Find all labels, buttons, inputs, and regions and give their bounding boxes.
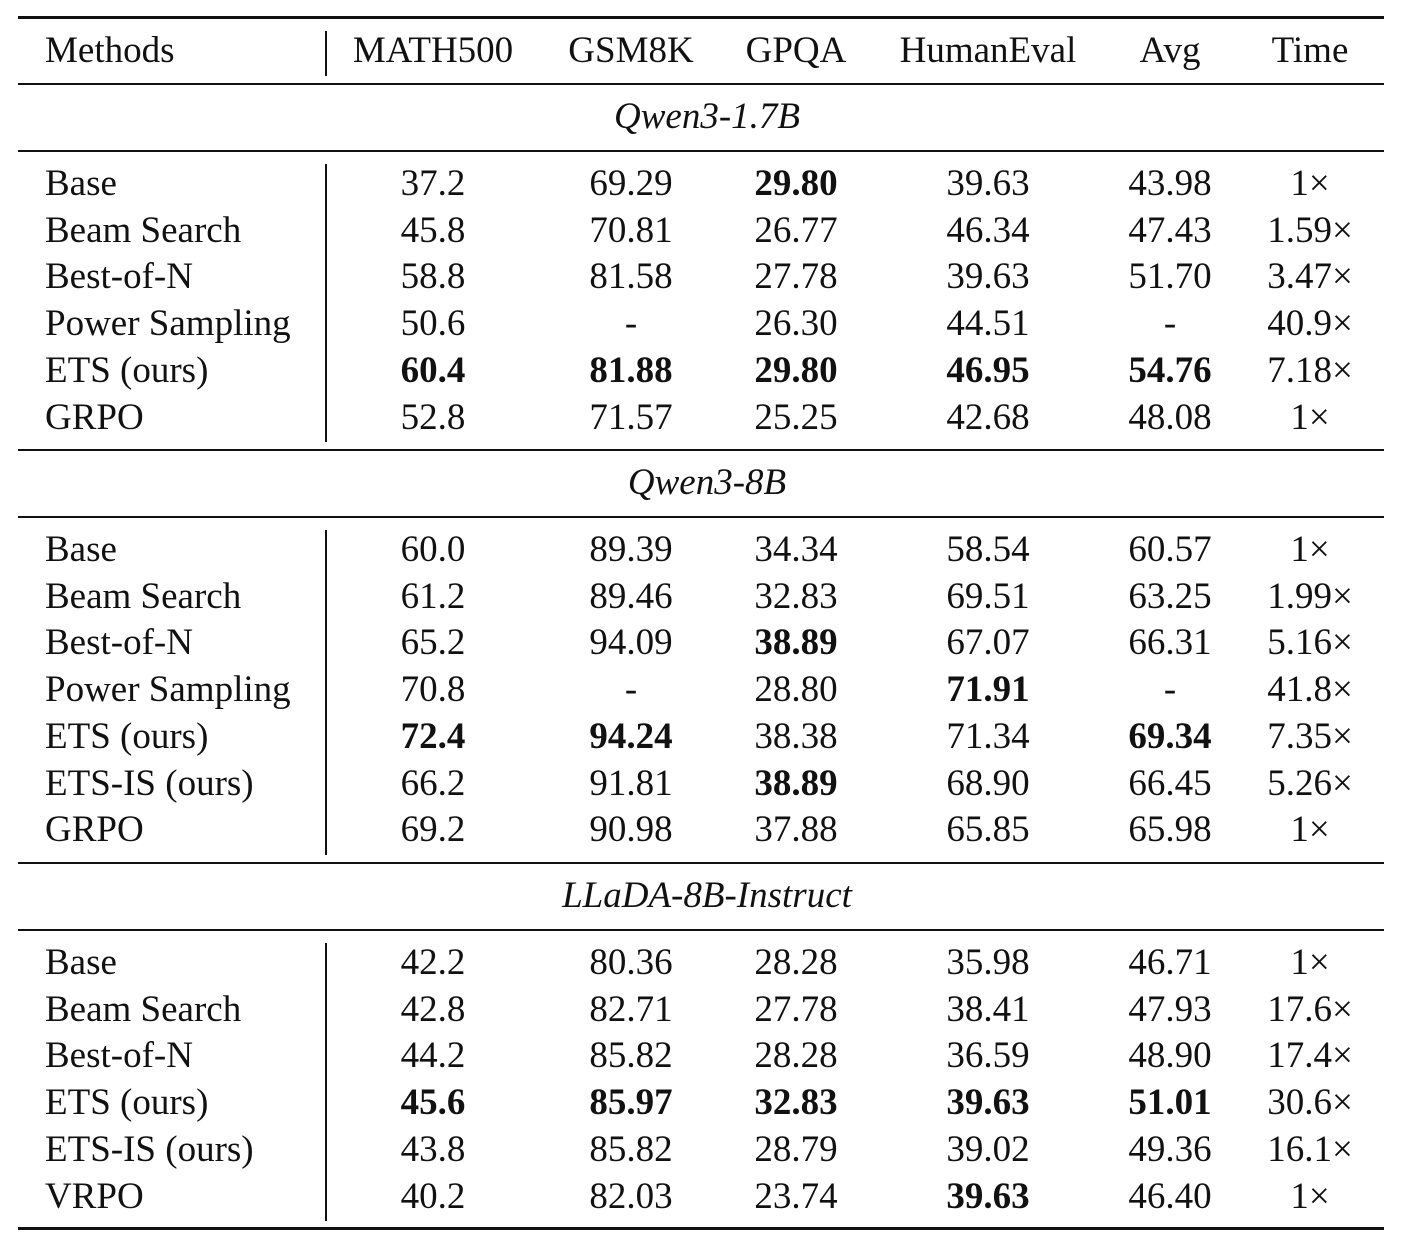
- table-cell: 42.2: [400, 942, 466, 983]
- table-cell: 66.2: [400, 762, 466, 804]
- table-cell: 23.74: [754, 1175, 838, 1217]
- method-name: ETS (ours): [45, 1082, 209, 1124]
- table-cell: 94.24: [589, 715, 673, 757]
- method-name: ETS-IS (ours): [45, 1128, 254, 1170]
- section-rule: [18, 150, 1384, 152]
- method-name: ETS (ours): [45, 715, 209, 757]
- table-cell: 1×: [1290, 163, 1330, 204]
- table-cell: 69.34: [1128, 715, 1212, 757]
- table-cell: 26.30: [754, 303, 838, 345]
- table-cell: 71.91: [946, 669, 1030, 711]
- table-cell: 69.51: [946, 575, 1030, 617]
- table-cell: 50.6: [400, 303, 466, 345]
- table-cell: 39.63: [946, 256, 1030, 298]
- table-cell: 1×: [1290, 942, 1330, 983]
- table-cell: 37.88: [754, 809, 838, 851]
- table-cell: -: [1163, 303, 1177, 345]
- method-name: Power Sampling: [45, 669, 291, 711]
- table-cell: 52.8: [400, 396, 466, 438]
- column-separator: [325, 31, 327, 76]
- method-name: Base: [45, 163, 117, 204]
- table-cell: 28.79: [754, 1128, 838, 1170]
- table-cell: -: [624, 669, 638, 711]
- table-cell: 82.71: [589, 988, 673, 1030]
- table-cell: 38.89: [754, 622, 838, 664]
- table-cell: 17.4×: [1267, 1035, 1353, 1077]
- table-cell: 46.40: [1128, 1175, 1212, 1217]
- table-cell: 82.03: [589, 1175, 673, 1217]
- table-cell: 1×: [1290, 809, 1330, 851]
- table-cell: 60.4: [400, 349, 466, 391]
- section-rule: [18, 929, 1384, 931]
- table-cell: 17.6×: [1267, 988, 1353, 1030]
- table-cell: 32.83: [754, 575, 838, 617]
- table-cell: 42.8: [400, 988, 466, 1030]
- header-rule: [18, 83, 1384, 85]
- table-cell: 28.28: [754, 942, 838, 983]
- table-cell: 5.26×: [1267, 762, 1353, 804]
- table-cell: 38.38: [754, 715, 838, 757]
- table-cell: 65.85: [946, 809, 1030, 851]
- table-cell: 39.63: [946, 1082, 1030, 1124]
- table-cell: 70.81: [589, 209, 673, 251]
- table-cell: 49.36: [1128, 1128, 1212, 1170]
- table-cell: 1×: [1290, 1175, 1330, 1217]
- table-cell: 66.45: [1128, 762, 1212, 804]
- table-cell: 1×: [1290, 396, 1330, 438]
- table-cell: 1.59×: [1267, 209, 1353, 251]
- method-name: Best-of-N: [45, 256, 193, 298]
- section-end-rule: [18, 862, 1384, 864]
- table-cell: 47.93: [1128, 988, 1212, 1030]
- table-cell: 60.0: [400, 529, 466, 570]
- table-cell: 65.2: [400, 622, 466, 664]
- method-name: ETS (ours): [45, 349, 209, 391]
- table-cell: 29.80: [754, 349, 838, 391]
- table-cell: 67.07: [946, 622, 1030, 664]
- table-cell: 41.8×: [1267, 669, 1353, 711]
- method-name: GRPO: [45, 809, 144, 851]
- table-cell: 71.57: [589, 396, 673, 438]
- top-rule: [18, 16, 1384, 19]
- table-cell: 45.6: [400, 1082, 466, 1124]
- table-cell: -: [1163, 669, 1177, 711]
- method-name: Best-of-N: [45, 1035, 193, 1077]
- header-gsm8k: GSM8K: [568, 30, 694, 71]
- section-title: Qwen3-1.7B: [614, 96, 800, 137]
- table-cell: 39.63: [946, 163, 1030, 204]
- table-cell: 46.95: [946, 349, 1030, 391]
- table-cell: 39.63: [946, 1175, 1030, 1217]
- table-cell: 37.2: [400, 163, 466, 204]
- table-cell: 48.08: [1128, 396, 1212, 438]
- table-cell: 42.68: [946, 396, 1030, 438]
- table-cell: 3.47×: [1267, 256, 1353, 298]
- method-name: VRPO: [45, 1175, 144, 1217]
- table-cell: 46.34: [946, 209, 1030, 251]
- header-humaneval: HumanEval: [899, 30, 1077, 71]
- method-name: ETS-IS (ours): [45, 762, 254, 804]
- table-cell: 44.51: [946, 303, 1030, 345]
- table-cell: 39.02: [946, 1128, 1030, 1170]
- section-title: LLaDA-8B-Instruct: [562, 875, 852, 916]
- table-cell: 28.28: [754, 1035, 838, 1077]
- table-cell: 26.77: [754, 209, 838, 251]
- table-cell: 48.90: [1128, 1035, 1212, 1077]
- method-name: Beam Search: [45, 209, 242, 251]
- table-cell: 32.83: [754, 1082, 838, 1124]
- table-cell: 29.80: [754, 163, 838, 204]
- table-cell: 81.88: [589, 349, 673, 391]
- section-end-rule: [18, 449, 1384, 451]
- method-name: Beam Search: [45, 988, 242, 1030]
- bottom-rule: [18, 1227, 1384, 1230]
- header-methods: Methods: [45, 30, 175, 71]
- table-cell: 27.78: [754, 988, 838, 1030]
- method-name: Base: [45, 529, 117, 570]
- table-cell: 58.8: [400, 256, 466, 298]
- table-cell: 85.82: [589, 1128, 673, 1170]
- table-cell: 46.71: [1128, 942, 1212, 983]
- table-cell: 65.98: [1128, 809, 1212, 851]
- table-cell: 72.4: [400, 715, 466, 757]
- header-gpqa: GPQA: [745, 30, 847, 71]
- method-name: GRPO: [45, 396, 144, 438]
- table-cell: 36.59: [946, 1035, 1030, 1077]
- table-cell: -: [624, 303, 638, 345]
- method-name: Best-of-N: [45, 622, 193, 664]
- table-cell: 66.31: [1128, 622, 1212, 664]
- table-cell: 47.43: [1128, 209, 1212, 251]
- table-cell: 45.8: [400, 209, 466, 251]
- table-cell: 30.6×: [1267, 1082, 1353, 1124]
- column-separator: [325, 943, 327, 1221]
- table-cell: 61.2: [400, 575, 466, 617]
- table-cell: 5.16×: [1267, 622, 1353, 664]
- header-time: Time: [1271, 30, 1349, 71]
- table-cell: 68.90: [946, 762, 1030, 804]
- table-cell: 69.29: [589, 163, 673, 204]
- table-cell: 63.25: [1128, 575, 1212, 617]
- method-name: Base: [45, 942, 117, 983]
- table-cell: 43.98: [1128, 163, 1212, 204]
- table-cell: 80.36: [589, 942, 673, 983]
- table-cell: 38.89: [754, 762, 838, 804]
- section-rule: [18, 516, 1384, 518]
- column-separator: [325, 530, 327, 855]
- table-cell: 70.8: [400, 669, 466, 711]
- table-cell: 51.01: [1128, 1082, 1212, 1124]
- table-cell: 40.9×: [1267, 303, 1353, 345]
- table-cell: 44.2: [400, 1035, 466, 1077]
- table-cell: 28.80: [754, 669, 838, 711]
- table-cell: 54.76: [1128, 349, 1212, 391]
- table-cell: 34.34: [754, 529, 838, 570]
- table-cell: 7.35×: [1267, 715, 1353, 757]
- table-cell: 1×: [1290, 529, 1330, 570]
- table-cell: 60.57: [1128, 529, 1212, 570]
- method-name: Beam Search: [45, 575, 242, 617]
- table-cell: 40.2: [400, 1175, 466, 1217]
- table-cell: 85.97: [589, 1082, 673, 1124]
- method-name: Power Sampling: [45, 303, 291, 345]
- table-cell: 85.82: [589, 1035, 673, 1077]
- header-math500: MATH500: [352, 30, 514, 71]
- table-cell: 16.1×: [1267, 1128, 1353, 1170]
- table-cell: 90.98: [589, 809, 673, 851]
- table-cell: 43.8: [400, 1128, 466, 1170]
- table-cell: 51.70: [1128, 256, 1212, 298]
- table-cell: 27.78: [754, 256, 838, 298]
- table-cell: 89.46: [589, 575, 673, 617]
- table-cell: 71.34: [946, 715, 1030, 757]
- table-cell: 1.99×: [1267, 575, 1353, 617]
- table-cell: 81.58: [589, 256, 673, 298]
- table-cell: 91.81: [589, 762, 673, 804]
- table-cell: 7.18×: [1267, 349, 1353, 391]
- table-cell: 94.09: [589, 622, 673, 664]
- table-cell: 25.25: [754, 396, 838, 438]
- table-cell: 89.39: [589, 529, 673, 570]
- table-cell: 69.2: [400, 809, 466, 851]
- table-cell: 35.98: [946, 942, 1030, 983]
- table-cell: 58.54: [946, 529, 1030, 570]
- section-title: Qwen3-8B: [627, 462, 787, 503]
- table-cell: 38.41: [946, 988, 1030, 1030]
- header-avg: Avg: [1139, 30, 1201, 71]
- column-separator: [325, 164, 327, 442]
